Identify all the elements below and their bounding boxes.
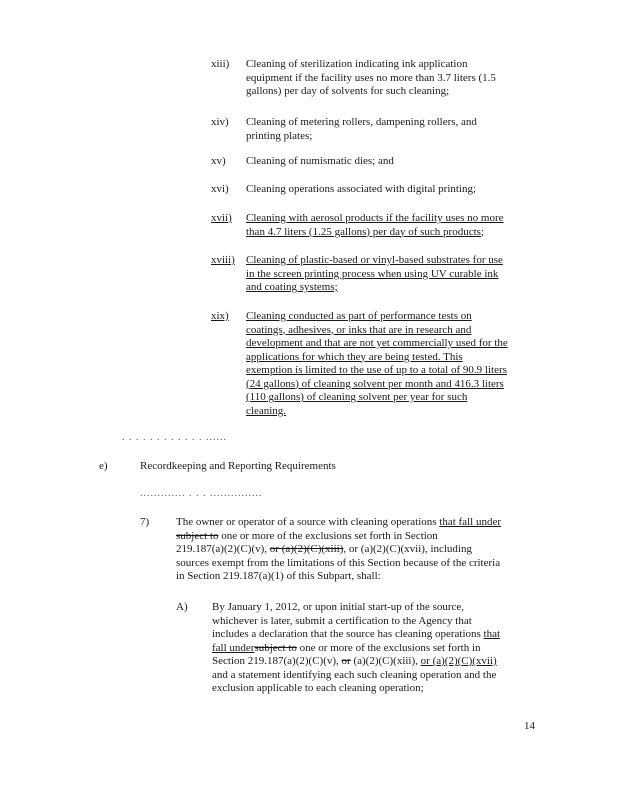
text-line: coatings, adhesives, or inks that are in research and: [246, 323, 472, 336]
text-line: in the screen printing process when using UV curable ink: [246, 267, 499, 280]
text-line: Cleaning conducted as part of performance tests on: [246, 310, 472, 322]
text-line: gallons) per day of solvents for such cleaning;: [246, 85, 450, 97]
text-span: The owner or operator of a source with cleaning operations: [176, 516, 440, 528]
item-text-xv: [246, 155, 394, 169]
item-label-xv: xv): [211, 155, 226, 167]
paragraph-label-7: 7): [140, 516, 150, 528]
text-line: printing plates;: [246, 129, 313, 142]
item-text-xvi: [246, 183, 476, 197]
item-label-xiii: xiii): [211, 58, 230, 70]
text-line: development and that are not yet commercially used for the: [246, 337, 508, 349]
text-line: sources exempt from the limitations of this Section because of the criteria: [176, 556, 501, 569]
text-line: whichever is later, submit a certification to the Agency that: [212, 614, 472, 627]
text-line: in Section 219.187(a)(1) of this Subpart, shall:: [176, 570, 381, 582]
text-line: and coating systems;: [246, 281, 338, 293]
paragraph-label-A: A): [176, 601, 188, 613]
item-label-xix: xix): [211, 310, 229, 322]
item-label-xvii: xvii): [211, 212, 232, 224]
text-line: cleaning.: [246, 404, 287, 417]
text-span: includes a declaration that the source has cleaning operations: [212, 628, 484, 640]
text-line: equipment if the facility uses no more than 3.7 liters (1.5: [246, 71, 496, 84]
item-text-xix: [246, 310, 508, 418]
inserted-text: that fall under: [439, 516, 501, 528]
text-line: applications for which they are being tested. This: [246, 350, 463, 363]
section-label-e: e): [99, 460, 108, 472]
page-number: 14: [524, 720, 535, 732]
text-line: (24 gallons) of cleaning solvent per month and 416.3 liters: [246, 377, 504, 390]
text-line: Cleaning of plastic-based or vinyl-based substrates for use: [246, 254, 503, 266]
text-line: Cleaning of sterilization indicating ink application: [246, 58, 468, 70]
text-line: exclusion applicable to each cleaning operation;: [212, 682, 424, 694]
text-line: and a statement identifying each such cleaning operation and the: [212, 668, 497, 681]
deleted-text: or (a)(2)(C)(xiii): [269, 543, 344, 555]
paragraph-7-text: [176, 516, 501, 584]
text-span: , or (a)(2)(C)(xvii), including: [343, 543, 472, 555]
inserted-text: or (a)(2)(C)(xvii): [420, 655, 497, 667]
item-label-xviii: xviii): [211, 254, 235, 266]
text-line: [212, 628, 500, 642]
text-line: Cleaning operations associated with digital printing;: [246, 183, 477, 195]
inserted-text: fall under: [212, 641, 255, 654]
text-line: exemption is limited to the use of up to a total of 90.9 liters: [246, 364, 507, 376]
text-span: Section 219.187(a)(2)(C)(v),: [212, 655, 342, 667]
item-text-xvii: [246, 212, 504, 239]
text-span: 219.187(a)(2)(C)(v),: [176, 543, 270, 555]
text-line: [212, 655, 500, 669]
text-line: [176, 516, 501, 530]
text-line: [212, 642, 500, 656]
text-line: (110 gallons) of cleaning solvent per year for such: [246, 391, 468, 403]
paragraph-A-text: [212, 601, 500, 696]
section-heading: Recordkeeping and Reporting Requirements: [140, 460, 336, 472]
text-span: one or more of the exclusions set forth in: [296, 641, 481, 654]
inserted-text: that: [483, 628, 501, 640]
text-line: [176, 543, 501, 557]
text-line: By January 1, 2012, or upon initial start-up of the source,: [212, 601, 465, 613]
omission-dots: ............. . . . ...............: [140, 488, 263, 499]
text-line: than 4.7 liters (1.25 gallons) per day of such products;: [246, 225, 484, 238]
text-line: Cleaning of metering rollers, dampening rollers, and: [246, 116, 477, 128]
item-label-xvi: xvi): [211, 183, 229, 195]
text-span: one or more of the exclusions set forth in Section: [218, 529, 438, 542]
item-label-xiv: xiv): [211, 116, 229, 128]
omission-dots: . . . . . . . . . . . . ......: [122, 432, 227, 443]
deleted-text: subject to: [254, 641, 297, 654]
text-line: Cleaning of numismatic dies; and: [246, 155, 394, 167]
deleted-text: subject to: [176, 529, 219, 542]
text-line: Cleaning with aerosol products if the facility uses no more: [246, 212, 504, 224]
deleted-text: or: [341, 655, 351, 667]
text-span: (a)(2)(C)(xiii),: [350, 655, 421, 667]
item-text-xiv: [246, 116, 477, 143]
item-text-xviii: [246, 254, 503, 295]
item-text-xiii: [246, 58, 496, 99]
text-line: [176, 530, 501, 544]
